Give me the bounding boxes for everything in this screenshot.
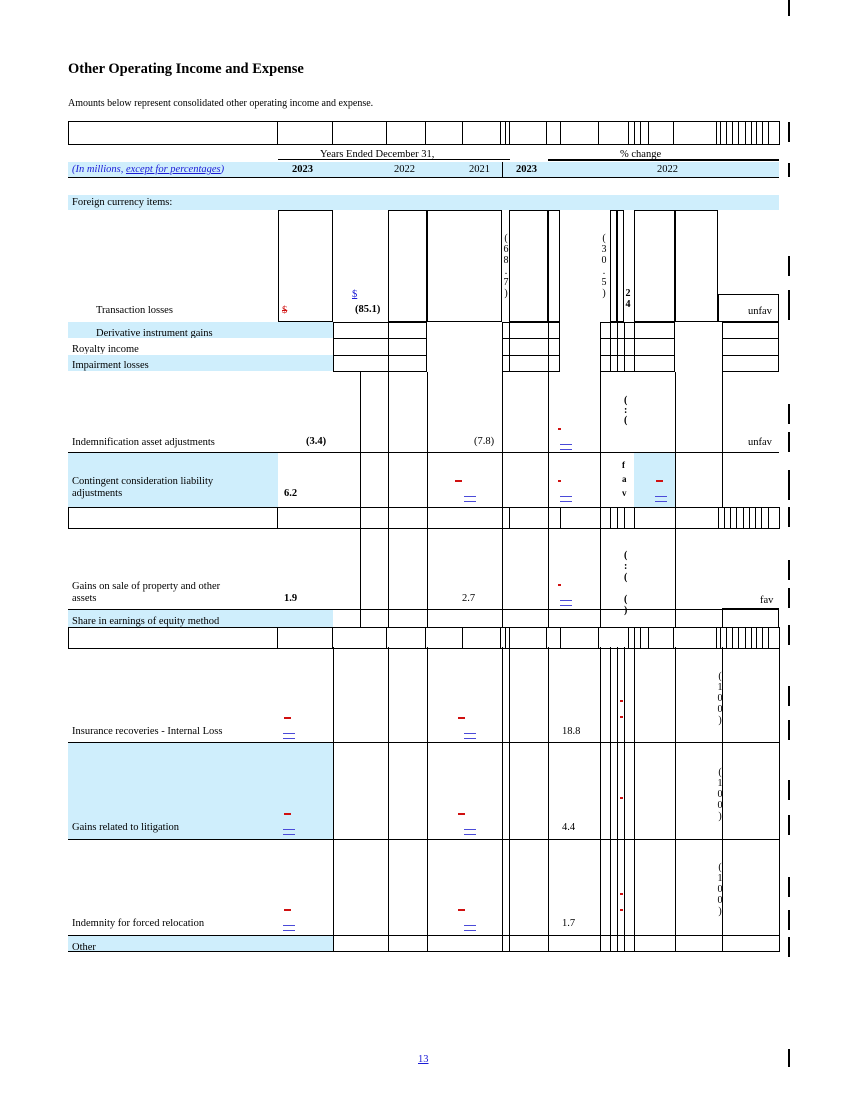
col-2022: 2022 bbox=[394, 164, 415, 175]
margin-mark bbox=[788, 122, 790, 142]
stack-char: ) bbox=[718, 906, 722, 917]
digit-stack bbox=[716, 671, 724, 726]
currency-symbol[interactable]: $ bbox=[352, 289, 358, 300]
value-2023: (3.4) bbox=[306, 436, 327, 447]
stack-char: 0 bbox=[717, 693, 723, 704]
header-underline bbox=[68, 177, 779, 178]
stack-char: ( bbox=[504, 233, 508, 244]
margin-mark bbox=[788, 432, 790, 452]
stack-char: ( bbox=[718, 767, 722, 778]
stack-char: 4 bbox=[625, 299, 631, 310]
margin-mark bbox=[788, 1049, 790, 1067]
stack-char: ) bbox=[504, 288, 508, 299]
page-number-link[interactable]: 13 bbox=[418, 1054, 429, 1065]
col-pct-2022: 2022 bbox=[657, 164, 678, 175]
digit-stack bbox=[600, 233, 608, 299]
pct-change-label: % change bbox=[620, 149, 662, 160]
litigation-label: Gains related to litigation bbox=[72, 822, 180, 833]
insurance-label: Insurance recoveries - Internal Loss bbox=[72, 726, 223, 737]
stack-char: 2 bbox=[625, 288, 631, 299]
value-2021: (7.8) bbox=[474, 436, 495, 447]
margin-mark bbox=[788, 780, 790, 800]
margin-mark bbox=[788, 163, 790, 177]
fav-tag: unfav bbox=[748, 437, 772, 448]
currency-symbol: $ bbox=[282, 305, 288, 316]
stack-char: 0 bbox=[601, 255, 607, 266]
stack-char: 0 bbox=[717, 895, 723, 906]
value-2022: (85.1) bbox=[355, 304, 381, 315]
stack-char: 5 bbox=[601, 277, 607, 288]
stack-char: 0 bbox=[717, 789, 723, 800]
value-2023: 1.9 bbox=[284, 593, 298, 604]
margin-mark bbox=[788, 686, 790, 706]
margin-mark bbox=[788, 507, 790, 527]
contingent-label: Contingent consideration liability adjustments bbox=[72, 476, 214, 499]
digit-stack bbox=[716, 862, 724, 917]
digit-stack bbox=[716, 767, 724, 822]
margin-mark bbox=[788, 910, 790, 930]
stack-char: 1 bbox=[717, 873, 723, 884]
col-2023: 2023 bbox=[292, 164, 313, 175]
stack-char: ( bbox=[718, 671, 722, 682]
stack-char: ( bbox=[718, 862, 722, 873]
page-subtitle: Amounts below represent consolidated other operating income and expense. bbox=[68, 98, 374, 109]
margin-mark bbox=[788, 877, 790, 897]
gains-sale-label: Gains on sale of property and other assets bbox=[72, 581, 221, 604]
empty-grid-row bbox=[68, 627, 780, 649]
derivative-gains-label: Derivative instrument gains bbox=[96, 328, 213, 338]
stack-char: . bbox=[602, 266, 606, 277]
units-caption: (In millions, except for percentages) bbox=[72, 164, 225, 175]
transaction-losses-label: Transaction losses bbox=[96, 305, 173, 316]
margin-mark bbox=[788, 256, 790, 276]
margin-mark bbox=[788, 290, 790, 320]
stack-char: 1 bbox=[717, 778, 723, 789]
stack-char: 6 bbox=[503, 244, 509, 255]
stack-char: 8 bbox=[503, 255, 509, 266]
stack-char: 0 bbox=[717, 884, 723, 895]
margin-mark bbox=[788, 404, 790, 424]
value-2021: 18.8 bbox=[562, 726, 581, 737]
empty-grid-row bbox=[68, 507, 780, 529]
col-2021: 2021 bbox=[469, 164, 490, 175]
stack-char: 7 bbox=[503, 277, 509, 288]
margin-mark bbox=[788, 625, 790, 645]
value-2023: 6.2 bbox=[284, 488, 298, 499]
value-2021: 1.7 bbox=[562, 918, 576, 929]
indemnity-relocation-label: Indemnity for forced relocation bbox=[72, 918, 205, 929]
stack-char: . bbox=[504, 266, 508, 277]
page-title: Other Operating Income and Expense bbox=[68, 61, 304, 77]
section-row bbox=[68, 195, 779, 210]
share-equity-label: Share in earnings of equity method bbox=[72, 616, 220, 627]
margin-mark bbox=[788, 720, 790, 740]
stack-char: ) bbox=[718, 811, 722, 822]
period-label: Years Ended December 31, bbox=[320, 149, 435, 160]
foreign-currency-label: Foreign currency items: bbox=[72, 197, 173, 208]
stack-char: 1 bbox=[717, 682, 723, 693]
value-2021: 2.7 bbox=[462, 593, 476, 604]
margin-mark bbox=[788, 588, 790, 608]
digit-stack bbox=[624, 288, 632, 310]
margin-mark bbox=[788, 0, 790, 16]
margin-mark bbox=[788, 470, 790, 500]
stack-char: ( bbox=[602, 233, 606, 244]
fav-tag: fav bbox=[760, 595, 774, 606]
royalty-income-label: Royalty income bbox=[72, 344, 139, 354]
header-rule bbox=[548, 159, 779, 161]
fav-tag: unfav bbox=[748, 306, 772, 317]
other-label: Other bbox=[72, 942, 96, 951]
impairment-losses-label: Impairment losses bbox=[72, 360, 149, 371]
margin-mark bbox=[788, 937, 790, 957]
empty-grid-row bbox=[68, 121, 780, 145]
header-rule bbox=[278, 159, 510, 160]
margin-mark bbox=[788, 815, 790, 835]
stack-char: ) bbox=[718, 715, 722, 726]
stack-char: 0 bbox=[717, 800, 723, 811]
col-pct-2023: 2023 bbox=[516, 164, 537, 175]
stack-char: ) bbox=[602, 288, 606, 299]
margin-mark bbox=[788, 560, 790, 580]
units-link[interactable]: except for percentages bbox=[125, 164, 221, 175]
indemnification-label: Indemnification asset adjustments bbox=[72, 437, 215, 448]
stack-char: 0 bbox=[717, 704, 723, 715]
digit-stack bbox=[502, 233, 510, 299]
value-2021: 4.4 bbox=[562, 822, 576, 833]
stack-char: 3 bbox=[601, 244, 607, 255]
